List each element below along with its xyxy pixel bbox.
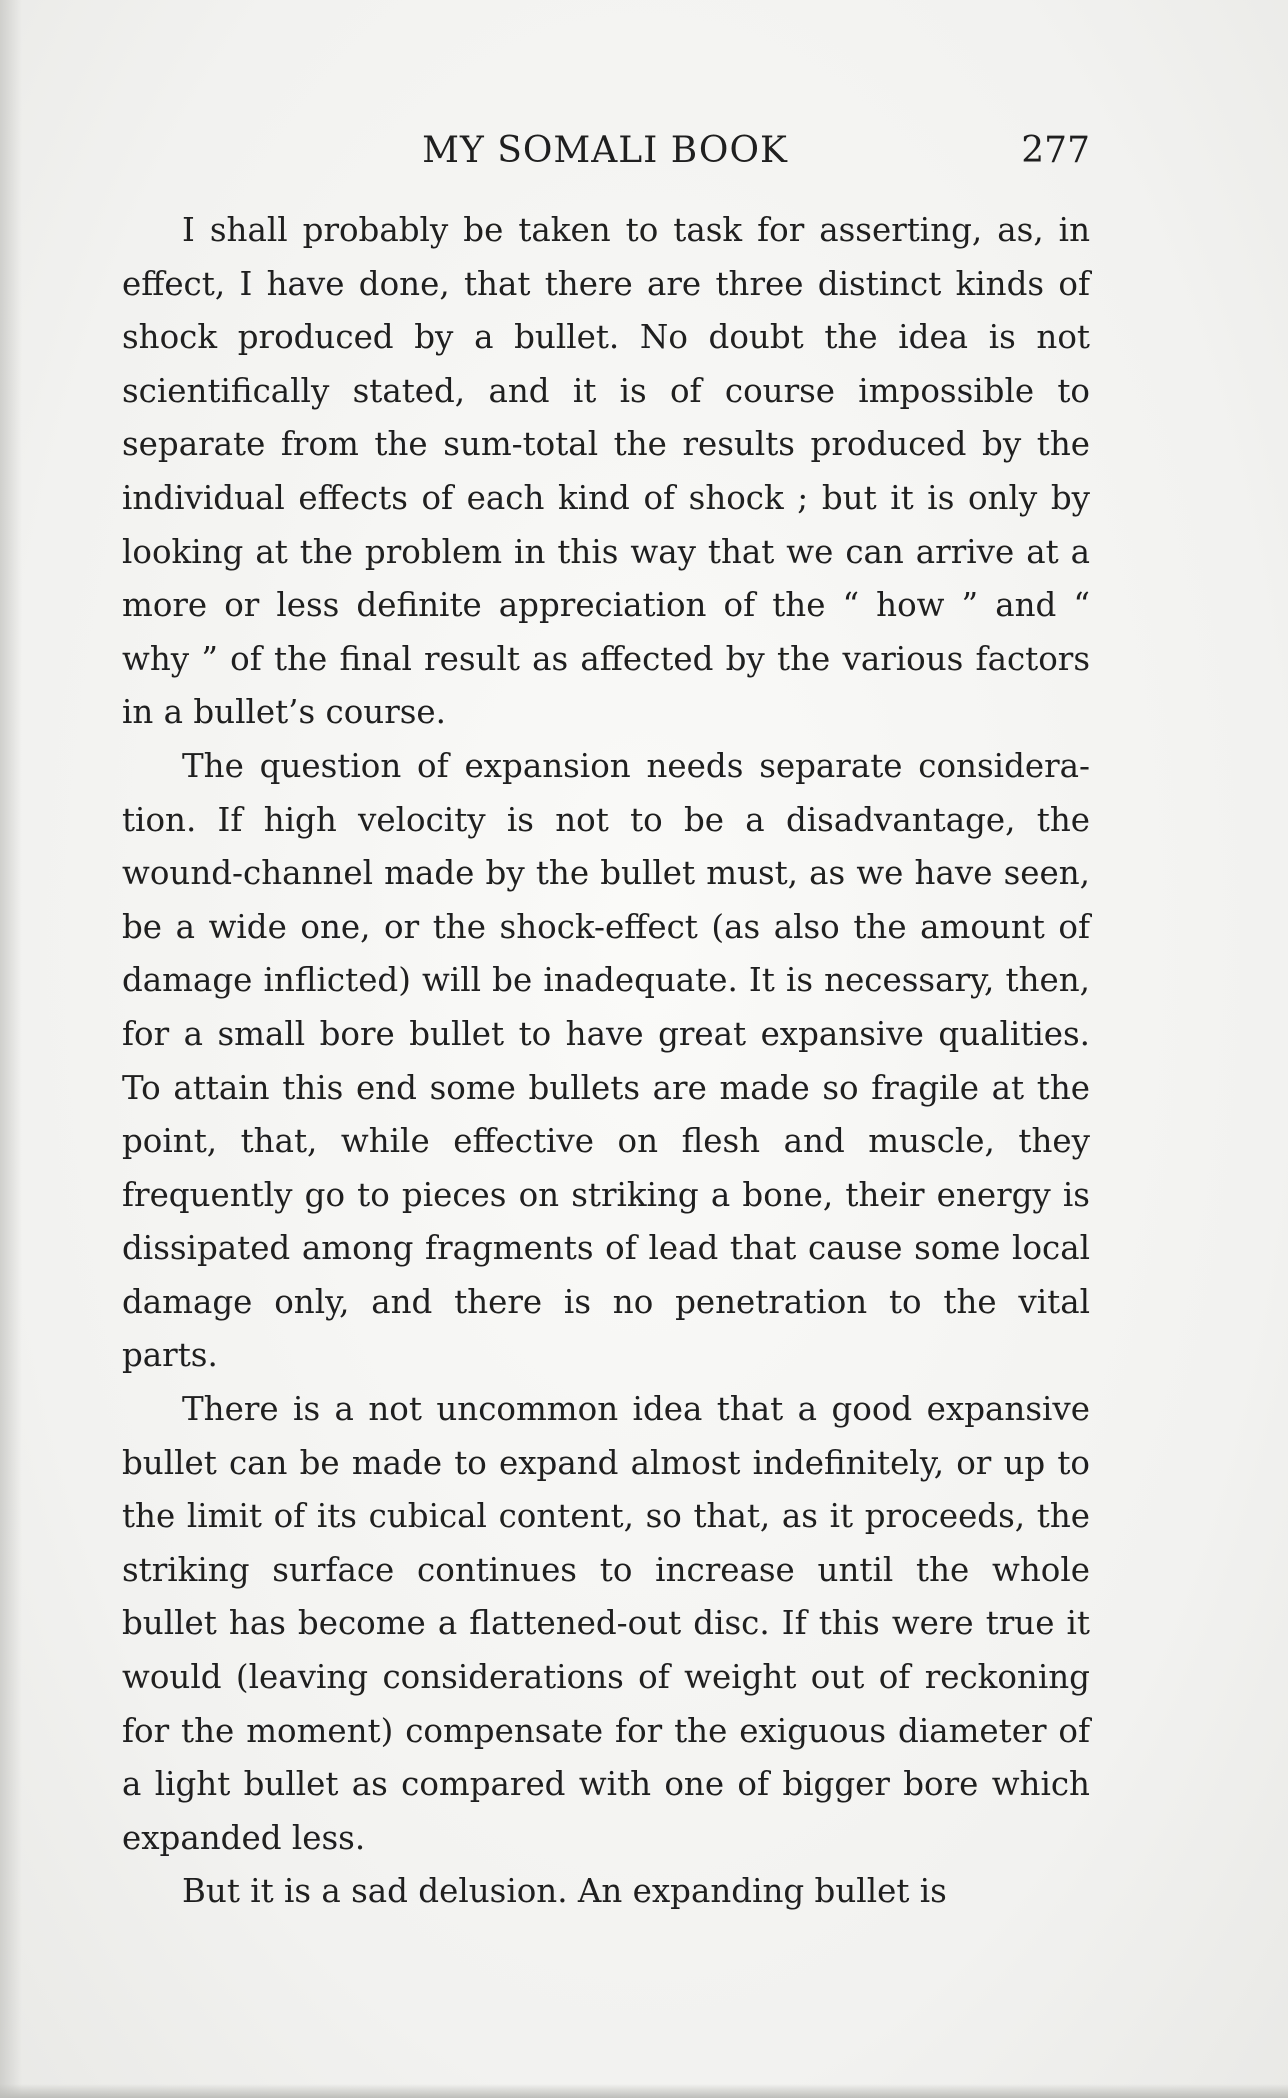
page-header <box>120 128 1090 174</box>
running-head: MY SOMALI BOOK <box>422 130 788 171</box>
page-bottom-edge <box>0 2084 1288 2098</box>
paragraph-2: The question of expansion needs separate consideration. If high velocity is not to be a disadvantage, the wound-channel made by the bullet must, as we have seen, be a wide one, or the shock-effect (as also the amount of damage inflicted) will be inadequate. It is necessary, then, for a small bore bullet to have great expansive qualities. To attain this end some bullets are made so fragile at the point, that, while effective on flesh and muscle, they frequently go to pieces on striking a bone, their energy is dissipated among fragments of lead that cause some local damage only, and there is no penetration to the vital parts. <box>122 746 1090 1375</box>
paragraph-1: I shall probably be taken to task for asserting, as, in effect, I have done, that there are three distinct kinds of shock produced by a bullet. No doubt the idea is not scientifically stated, and it is of course impossible to separate from the sum-total the results produced by the individual effects of each kind of shock ; but it is only by looking at the problem in this way that we can arrive at a more or less definite appreciation of the “ how ” and “ why ” of the final result as affected by the various factors in a bullet’s course. <box>122 211 1090 732</box>
binding-shadow <box>0 0 22 2098</box>
page-number: 277 <box>1021 130 1090 171</box>
paragraph-4: But it is a sad delusion. An expanding bullet is <box>182 1872 947 1911</box>
body-text <box>122 204 1090 1919</box>
paragraph-3: There is a not uncommon idea that a good expansive bullet can be made to expand almost indefinitely, or up to the limit of its cubical content, so that, as it proceeds, the striking surface continues to increase until the whole bullet has become a flattened-out disc. If this were true it would (leaving considerations of weight out of reckoning for the moment) compensate for the exiguous diameter of a light bullet as compared with one of bigger bore which expanded less. <box>122 1390 1090 1857</box>
